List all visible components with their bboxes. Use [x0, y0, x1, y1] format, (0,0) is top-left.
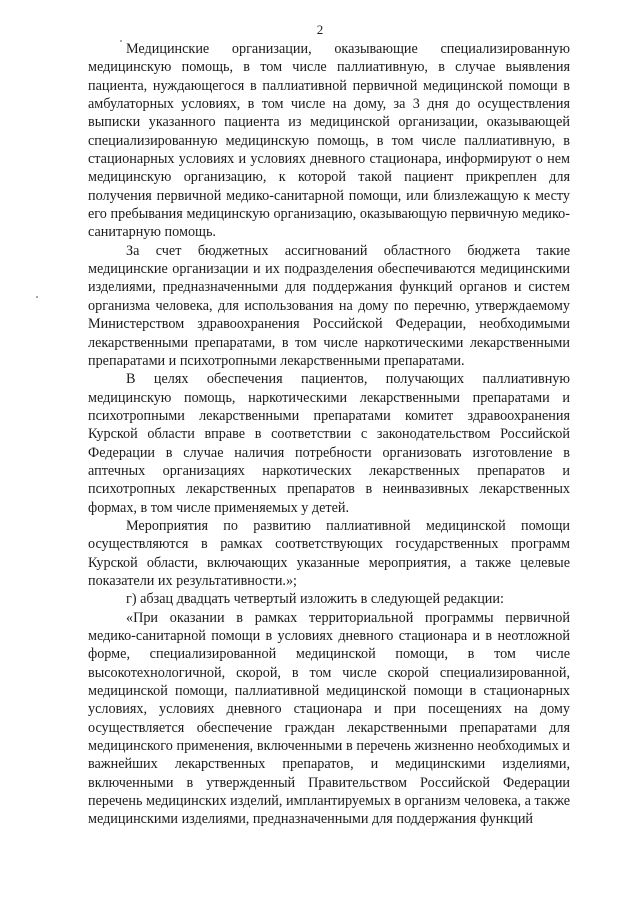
- paragraph-programs: Мероприятия по развитию паллиативной медицинской помощи осуществляются в рамках соответствующих государственных программ Курской области, включающих указанные мероприятия, а также целевые показатели их результативности.»;: [88, 517, 570, 589]
- paragraph-palliative-discharge: Медицинские организации, оказывающие специализированную медицинскую помощь, в том числе паллиативную, в случае выявления пациента, нуждающегося в паллиативной первичной медицинской помощи в амбулаторных условиях, в том числе на дому, за 3 дня до осуществления выписки указанного пациента из медицинской организации, оказывающей специализированную медицинскую помощь, в том числе паллиативную, в стационарных условиях и условиях дневного стационара, информируют о нем медицинскую организацию, к которой такой пациент прикреплен для получения первичной медико-санитарной помощи, или близлежащую к месту его пребывания медицинскую организацию, оказывающую первичную медико-санитарную помощь.: [88, 41, 570, 241]
- scan-speck: [36, 296, 38, 298]
- paragraph-amendment-instruction: г) абзац двадцать четвертый изложить в следующей редакции:: [126, 591, 504, 608]
- document-body: [88, 40, 570, 829]
- paragraph-narcotic-supply: В целях обеспечения пациентов, получающих паллиативную медицинскую помощь, наркотическими лекарственными препаратами и психотропными лекарственными препаратами комитет здравоохранения Курской области вправе в соответствии с законодательством Российской Федерации в случае наличия потребности организовать изготовление в аптечных организациях наркотических лекарственных препаратов и психотропных лекарственных препаратов в неинвазивных лекарственных формах, в том числе применяемых у детей.: [88, 371, 570, 516]
- paragraph-budget-funding: За счет бюджетных ассигнований областного бюджета такие медицинские организации и их подразделения обеспечиваются медицинскими изделиями, предназначенными для поддержания функций органов и систем организма человека, для использования на дому по перечню, утверждаемому Министерством здравоохранения Российской Федерации, необходимыми лекарственными препаратами, в том числе наркотическими лекарственными препаратами и психотропными лекарственными препаратами.: [88, 242, 570, 369]
- page-number: 2: [316, 22, 324, 37]
- paragraph-amended-text: «При оказании в рамках территориальной программы первичной медико-санитарной помощи в условиях дневного стационара и в неотложной форме, специализированной медицинской помощи, в том числе высокотехнологичной, скорой, в том числе скорой специализированной, медицинской помощи, паллиативной медицинской помощи в стационарных условиях, условиях дневного стационара и при посещениях на дому осуществляется обеспечение граждан лекарственными препаратами для медицинского применения, включенными в перечень жизненно необходимых и важнейших лекарственных препаратов, и медицинскими изделиями, включенными в утвержденный Правительством Российской Федерации перечень медицинских изделий, имплантируемых в организм человека, а также медицинскими изделиями, предназначенными для поддержания функций: [88, 609, 570, 828]
